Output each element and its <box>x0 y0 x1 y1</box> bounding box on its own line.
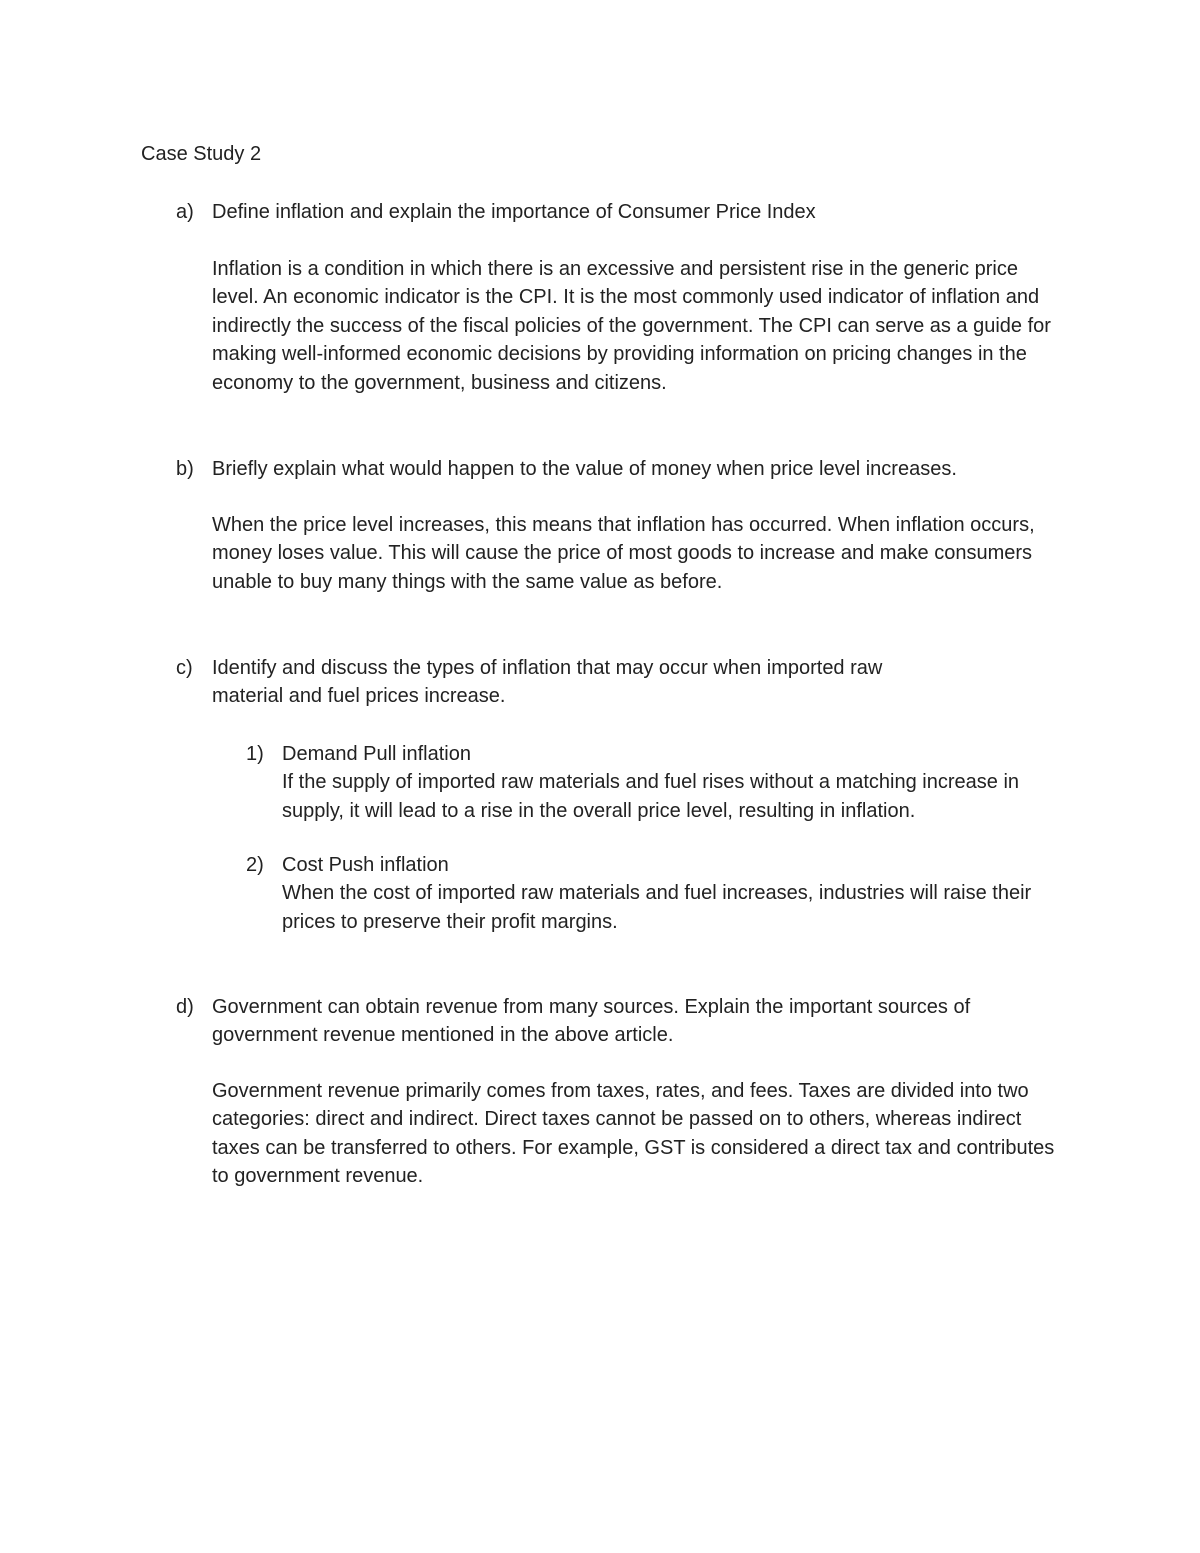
answer-b: When the price level increases, this means that inflation has occurred. When inflation occurs, money loses value. This will cause the price of most goods to increase and make consumers unable to buy many things with the same value as before. <box>212 514 1035 593</box>
item-text: When the cost of imported raw materials and fuel increases, industries will raise their prices to preserve their profit margins. <box>282 882 1032 933</box>
inflation-type-item <box>246 851 1066 936</box>
question-a <box>176 198 1056 226</box>
item-marker: 1) <box>246 743 264 765</box>
item-text: If the supply of imported raw materials and fuel rises without a matching increase in supply, it will lead to a rise in the overall price level, resulting in inflation. <box>282 771 1020 822</box>
question-marker: a) <box>176 201 194 223</box>
question-text: Identify and discuss the types of inflation that may occur when imported raw material and fuel prices increase. <box>212 657 883 708</box>
item-title: Cost Push inflation <box>282 854 449 876</box>
question-text: Government can obtain revenue from many sources. Explain the important sources of government revenue mentioned in the above article. <box>212 996 971 1047</box>
answer-d: Government revenue primarily comes from taxes, rates, and fees. Taxes are divided into two categories: direct and indirect. Direct taxes cannot be passed on to others, whereas indirect taxes can be transferred to others. For example, GST is considered a direct tax and contributes to government revenue. <box>212 1080 1055 1188</box>
question-marker: c) <box>176 657 193 679</box>
question-text: Define inflation and explain the importance of Consumer Price Index <box>212 201 816 223</box>
question-marker: d) <box>176 996 194 1018</box>
question-marker: b) <box>176 458 194 480</box>
document-title: Case Study 2 <box>141 143 262 165</box>
question-c <box>176 654 956 711</box>
answer-a: Inflation is a condition in which there is an excessive and persistent rise in the generic price level. An economic indicator is the CPI. It is the most commonly used indicator of inflation and indirectly the success of the fiscal policies of the government. The CPI can serve as a guide for making well-informed economic decisions by providing information on pricing changes in the economy to the government, business and citizens. <box>212 258 1051 394</box>
question-b <box>176 455 1056 483</box>
item-title: Demand Pull inflation <box>282 743 471 765</box>
inflation-type-item <box>246 740 1066 825</box>
question-d <box>176 993 1056 1050</box>
item-marker: 2) <box>246 854 264 876</box>
question-text: Briefly explain what would happen to the value of money when price level increases. <box>212 458 957 480</box>
